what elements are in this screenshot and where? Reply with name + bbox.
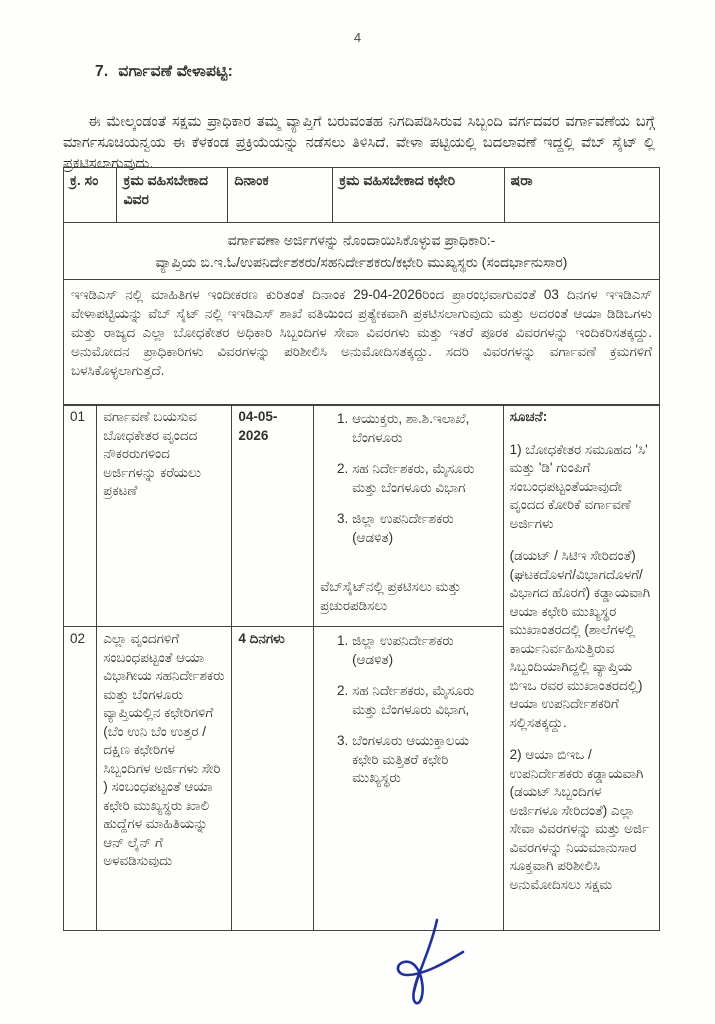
row2-office-list xyxy=(320,632,497,788)
col-header-sl-no: ಕ್ರ. ಸಂ xyxy=(64,168,117,223)
table-row xyxy=(64,405,660,627)
remarks-title: ಸೂಚನೆ: xyxy=(509,409,548,425)
row1-action-text: ವರ್ಗಾವಣೆ ಬಯಸುವ ಬೋಧಕೇತರ ವೃಂದದ ನೌಕರರುಗಳಿಂದ ಅರ್ಜಿಗಳನ್ನು ಕರೆಯಲು ಪ್ರಕಟಣೆ xyxy=(103,409,202,499)
transfer-schedule-table xyxy=(63,167,660,931)
intro-paragraph: ಈ ಮೇಲ್ಕಂಡಂತೆ ಸಕ್ಷಮ ಪ್ರಾಧಿಕಾರ ತಮ್ಮ ವ್ಯಾಪ್ತಿಗೆ ಬರುವಂತಹ ನಿಗದಿಪಡಿಸಿರುವ ಸಿಬ್ಬಂದಿ ವರ್ಗದವರ ವರ್ಗಾವಣೆಯ ಬಗ್ಗೆ ಮಾರ್ಗಸೂಚಿಯನ್ವಯ ಈ ಕೆಳಕಂಡ ಪ್ರಕ್ರಿಯೆಯನ್ನು ನಡೆಸಲು ತಿಳಿಸಿದೆ. ವೇಳಾ ಪಟ್ಟಿಯಲ್ಲಿ ಬದಲಾವಣೆ ಇದ್ದಲ್ಲಿ ವೆಬ್ ಸೈಟ್ ಲ್ಲಿ ಪ್ರಕಟಿಸಲಾಗುವುದು. xyxy=(63,113,655,172)
table-body-block xyxy=(63,404,660,931)
remarks-para-3: 2) ಆಯಾ ಬಿಇಒ / ಉಪನಿರ್ದೇಶಕರು ಕಡ್ಡಾಯವಾಗಿ (ಡಯಟ್ ಸಿಬ್ಬಂದಿಗಳ ಅರ್ಜಿಗಳೂ ಸೇರಿದಂತೆ) ಎಲ್ಲಾ ಸೇವಾ ವಿವರಗಳನ್ನು ಮತ್ತು ಅರ್ಜಿ ವಿವರಗಳನ್ನು ನಿಯಮಾನುಸಾರ ಸೂಕ್ತವಾಗಿ ಪರಿಶೀಲಿಸಿ ಅನುಮೋದಿಸಲು ಸಕ್ಷಮ xyxy=(509,747,650,892)
registering-authority-line1: ವರ್ಗಾವಣಾ ಅರ್ಜಿಗಳನ್ನು ನೊಂದಾಯಿಸಿಕೊಳ್ಳುವ ಪ್ರಾಧಿಕಾರಿ:- xyxy=(227,232,496,248)
col-header-action: ಕ್ರಮ ವಹಿಸಬೇಕಾದ ವಿವರ xyxy=(117,168,228,223)
section-title: ವರ್ಗಾವಣೆ ವೇಳಾಪಟ್ಟಿ: xyxy=(118,63,233,80)
col-header-office: ಕ್ರಮ ವಹಿಸಬೇಕಾದ ಕಛೇರಿ xyxy=(333,168,504,223)
row2-date: 4 ದಿನಗಳು xyxy=(232,627,314,931)
registering-authority-row xyxy=(64,223,660,280)
page-number: 4 xyxy=(353,30,362,45)
registering-authority-line2: ವ್ಯಾಪ್ತಿಯ ಬಿ.ಇ.ಓ/ಉಪನಿರ್ದೇಶಕರು/ಸಹನಿರ್ದೇಶಕರು/ಕಛೇರಿ ಮುಖ್ಯಸ್ಥರು (ಸಂದರ್ಭಾನುಸಾರ) xyxy=(155,254,568,270)
col-header-date: ದಿನಾಂಕ xyxy=(228,168,333,223)
section-heading xyxy=(95,63,233,81)
section-number: 7. xyxy=(95,63,109,80)
remarks-para-2: (ಡಯಟ್ / ಸಿಟಿಇ ಸೇರಿದಂತೆ) (ಘಟಕದೊಳಗೆ/ವಿಭಾಗದೊಳಗೆ/ವಿಭಾಗದ ಹೊರಗೆ) ಕಡ್ಡಾಯವಾಗಿ ಆಯಾ ಕಛೇರಿ ಮುಖ್ಯಸ್ಥರ ಮುಖಾಂತರದಲ್ಲಿ (ಶಾಲೆಗಳಲ್ಲಿ ಕಾರ್ಯನಿರ್ವಹಿಸುತ್ತಿರುವ ಸಿಬ್ಬಂದಿಯಾಗಿದ್ದಲ್ಲಿ ವ್ಯಾಪ್ತಿಯ ಬಿಇಒ ರವರ ಮುಖಾಂತರದಲ್ಲಿ) ಆಯಾ ಉಪನಿರ್ದೇಶಕರಿಗೆ ಸಲ್ಲಿಸತಕ್ಕದ್ದು. xyxy=(509,548,651,730)
row1-office-list xyxy=(320,410,497,547)
row1-sl-no: 01 xyxy=(64,405,97,627)
office-list-item: 1. ಆಯುಕ್ತರು, ಶಾ.ಶಿ.ಇಲಾಖೆ, ಬೆಂಗಳೂರು xyxy=(352,410,497,447)
office-list-item: 3. ಬೆಂಗಳೂರು ಆಯುಕ್ತಾಲಯ ಕಛೇರಿ ಮತ್ತಿತರೆ ಕಛೇರಿ ಮುಖ್ಯಸ್ಥರು xyxy=(352,732,497,788)
signature-icon xyxy=(383,914,483,1020)
eeds-note-row xyxy=(64,280,660,406)
remarks-cell xyxy=(503,405,659,931)
table-head-block xyxy=(63,167,660,406)
office-list-item: 3. ಜಿಲ್ಲಾ ಉಪನಿರ್ದೇಶಕರು (ಆಡಳಿತ) xyxy=(352,510,497,547)
row2-offices-cell xyxy=(314,627,504,931)
col-header-remarks: ಷರಾ xyxy=(504,168,659,223)
row1-offices-cell xyxy=(314,405,504,627)
remarks-para-1: 1) ಬೋಧಕೇತರ ಸಮೂಹದ 'ಸಿ' ಮತ್ತು 'ಡಿ' ಗುಂಪಿಗೆ ಸಂಬಂಧಪಟ್ಟಂತೆಯಾವುದೇ ವೃಂದದ ಕೋರಿಕೆ ವರ್ಗಾವಣೆ ಅರ್ಜಿಗಳು xyxy=(509,441,648,531)
row1-date: 04-05-2026 xyxy=(232,405,314,627)
eeds-note-text: ಇಇಡಿಎಸ್ ನಲ್ಲಿ ಮಾಹಿತಿಗಳ ಇಂದೀಕರಣ ಕುರಿತಂತೆ ದಿನಾಂಕ 29-04-2026ರಿಂದ ಪ್ರಾರಂಭವಾಗುವಂತೆ 03 ದಿನಗಳ ಇಇಡಿಎಸ್ ವೇಳಾಪಟ್ಟಿಯನ್ನು ವೆಬ್ ಸೈಟ್ ನಲ್ಲಿ ಇಇಡಿಎಸ್ ಶಾಖೆ ವತಿಯಿಂದ ಪ್ರತ್ಯೇಕವಾಗಿ ಪ್ರಕಟಿಸಲಾಗುವುದು ಮತ್ತು ಅದರಂತೆ ಆಯಾ ಡಿಡಿಒಗಳು ಮತ್ತು ರಾಜ್ಯದ ಎಲ್ಲಾ ಬೋಧಕೇತರ ಅಧಿಕಾರಿ ಸಿಬ್ಬಂದಿಗಳ ಸೇವಾ ವಿವರಗಳು ಮತ್ತು ಇತರೆ ಪೂರಕ ವಿವರಗಳನ್ನು ಇಂದಿಕರಿಸತಕ್ಕದ್ದು. ಅನುಮೋದನ ಪ್ರಾಧಿಕಾರಿಗಳು ವಿವರಗಳನ್ನು ಪರಿಶೀಲಿಸಿ ಅನುಮೋದಿಸತಕ್ಕದ್ದು. ಸದರಿ ವಿವರಗಳನ್ನು ವರ್ಗಾವಣೆ ಕ್ರಮಗಳಿಗೆ ಬಳಸಿಕೊಳ್ಳಲಾಗುತ್ತದೆ. xyxy=(64,280,660,406)
row1-action-cell xyxy=(97,405,232,627)
row2-action-cell xyxy=(97,627,232,931)
office-list-item: 2. ಸಹ ನಿರ್ದೇಶಕರು, ಮೈಸೂರು ಮತ್ತು ಬೆಂಗಳೂರು ವಿಭಾಗ xyxy=(352,460,497,497)
row1-offices-note: ವೆಬ್‌ಸೈಟ್‌ನಲ್ಲಿ ಪ್ರಕಟಿಸಲು ಮತ್ತು ಪ್ರಚುರಪಡಿಸಲು xyxy=(320,579,462,614)
row2-sl-no: 02 xyxy=(64,627,97,931)
table-header-row xyxy=(64,168,660,223)
row2-action-text: ಎಲ್ಲಾ ವೃಂದಗಳಿಗೆ ಸಂಬಂಧಪಟ್ಟಂತೆ ಆಯಾ ವಿಭಾಗೀಯ ಸಹನಿರ್ದೇಶಕರು ಮತ್ತು ಬೆಂಗಳೂರು ವ್ಯಾಪ್ತಿಯಲ್ಲಿನ ಕಛೇರಿಗಳಿಗೆ (ಬೆಂ ಉನಿ ಬೆಂ ಉತ್ತರ / ದಕ್ಷಿಣ ಕಛೇರಿಗಳ ಸಿಬ್ಬಂದಿಗಳ ಅರ್ಜಿಗಳು ಸೇರಿ ) ಸಂಬಂಧಪಟ್ಟಂತೆ ಆಯಾ ಕಛೇರಿ ಮುಖ್ಯಸ್ಥರು ಖಾಲಿ ಹುದ್ದೆಗಳ ಮಾಹಿತಿಯನ್ನು ಆನ್ ಲೈನ್ ಗೆ ಅಳವಡಿಸುವುದು xyxy=(103,631,225,869)
office-list-item: 2. ಸಹ ನಿರ್ದೇಶಕರು, ಮೈಸೂರು ಮತ್ತು ಬೆಂಗಳೂರು ವಿಭಾಗ, xyxy=(352,682,497,719)
office-list-item: 1. ಜಿಲ್ಲಾ ಉಪನಿರ್ದೇಶಕರು (ಆಡಳಿತ) xyxy=(352,632,497,669)
